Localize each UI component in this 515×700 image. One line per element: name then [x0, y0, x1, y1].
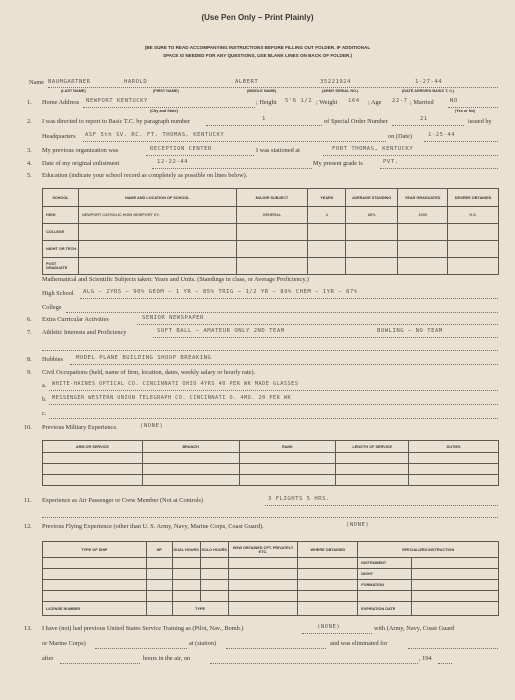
- q7-label: Athletic Interests and Proficiency: [42, 329, 127, 336]
- fly-header-how: HOW OBTAINED CPT. PRIVATELY ETC.: [228, 542, 298, 558]
- high-school-value: ALG – 2YRS – 90% GEOM – 1 YR – 85% TRIG – 1/2 YR – 89% CHEM – 1YR – 87%: [83, 289, 358, 295]
- q8-line: [70, 364, 498, 365]
- q2-hq-value: ASF 5th SV. RC. FT. THOMAS, KENTUCKY: [85, 132, 225, 138]
- fly-header-type: TYPE OF SHIP: [43, 542, 147, 558]
- q13-text-f: after: [42, 655, 54, 662]
- mil-header-duties: DUTIES: [409, 441, 499, 453]
- q9-c-line: [49, 418, 498, 419]
- q3-org-value: RECEPTION CENTER: [150, 146, 212, 152]
- q3-number: 3.: [27, 147, 32, 154]
- q1-height-value: 5'6 1/2: [285, 98, 313, 104]
- edu-degree-cell: [448, 258, 499, 275]
- edu-name-cell: [78, 258, 236, 275]
- edu-years-cell: [308, 258, 346, 275]
- edu-major-cell: GENERAL: [236, 207, 308, 224]
- q8-value: MODEL PLANE BUILDING SHOOP BREAKING: [76, 355, 212, 361]
- q6-value: SENIOR NEWSPAPER: [142, 315, 204, 321]
- education-header-row: [43, 189, 499, 207]
- q8-label: Hobbies: [42, 356, 63, 363]
- q13-station-line: [226, 648, 326, 649]
- q13-text-c: or Marine Corps): [42, 640, 86, 647]
- q7-value-b: BOWLING – NO TEAM: [377, 328, 443, 334]
- serial-caption: (ARMY SERIAL NO.): [322, 89, 359, 93]
- mil-header-arm: ARM OR SERVICE: [43, 441, 143, 453]
- q1-number: 1.: [27, 99, 32, 106]
- q13-after-line: [60, 663, 140, 664]
- q9-a-value: WHITE-HAINES OPTICAL CO. CINCINNATI OHIO 4YRS 40 PER WK MADE GLASSES: [52, 381, 299, 387]
- form-instructions-line-2: SPACE IS NEEDED FOR ANY QUESTIONS, USE BLANK LINES ON BACK OF FOLDER.): [162, 53, 353, 58]
- q9-a-line: [49, 390, 498, 391]
- q6-line: [137, 324, 498, 325]
- q9-b-line: [49, 404, 498, 405]
- table-row: [43, 475, 499, 486]
- q11-number: 11.: [24, 497, 32, 504]
- q13-text-g: hours in the air, on: [143, 655, 191, 662]
- q12-number: 12.: [24, 523, 32, 530]
- q13-value: (NONE): [317, 624, 341, 630]
- table-row: [43, 558, 499, 569]
- q1-married-caption: (Yes or No): [455, 109, 476, 113]
- q5-number: 5.: [27, 172, 32, 179]
- q2-date-line: [424, 141, 498, 142]
- q1-age-value: 22-7: [392, 98, 408, 104]
- q1-weight-value: 164: [348, 98, 360, 104]
- fly-spec-instrument: INSTRUMENT: [358, 558, 412, 569]
- edu-year-cell: [398, 241, 448, 258]
- q7-value-a: SOFT BALL – AMATEUR ONLY 2ND TEAM: [157, 328, 285, 334]
- edu-header-name: NAME AND LOCATION OF SCHOOL: [78, 189, 236, 207]
- fly-header-dual: DUAL HOURS: [172, 542, 200, 558]
- fly-spec-formation: FORMATION: [358, 580, 412, 591]
- table-row: [43, 241, 499, 258]
- mil-header-branch: BRANCH: [142, 441, 239, 453]
- q4-number: 4.: [27, 160, 32, 167]
- edu-name-cell: NEWPORT CATHOLIC HIGH NEWPORT KY.: [78, 207, 236, 224]
- q4-grade-line: [380, 168, 498, 169]
- first-name-caption: (FIRST NAME): [153, 89, 179, 93]
- q1-city-caption: (City and State): [150, 109, 178, 113]
- edu-average-cell: 88%: [346, 207, 398, 224]
- q7-line: [153, 337, 498, 338]
- q1-address-value: NEWPORT KENTUCKY: [86, 98, 148, 104]
- edu-header-year: YEAR GRADUATED: [398, 189, 448, 207]
- edu-degree-cell: [448, 224, 499, 241]
- q9-label: Civil Occupations (held, name of firm, location, dates, weekly salary or hourly rate).: [42, 369, 256, 376]
- q13-text-a: I have (not) had previous United States Service Training as (Pilot, Nav., Bomb.): [42, 625, 244, 632]
- edu-major-cell: [236, 224, 308, 241]
- q2-number: 2.: [27, 118, 32, 125]
- q13-corps-line: [95, 648, 187, 649]
- military-header-row: [43, 441, 499, 453]
- q12-label: Previous Flying Experience (other than U. S. Army, Navy, Marine Corps, Coast Guard).: [42, 523, 264, 530]
- table-row: [43, 569, 499, 580]
- edu-years-cell: 4: [308, 207, 346, 224]
- education-table: [42, 188, 499, 275]
- q3-org-line: [146, 155, 254, 156]
- q4-text-b: My present grade is: [313, 160, 363, 167]
- fly-type-label: TYPE: [172, 602, 228, 616]
- q13-on-line: [210, 663, 418, 664]
- mil-header-length: LENGTH OF SERVICE: [336, 441, 409, 453]
- q1-married-line: [448, 107, 498, 108]
- q2-paragraph-line: [206, 125, 322, 126]
- q1-height-label: ; Height: [256, 99, 277, 106]
- middle-name-caption: (MIDDLE NAME): [247, 89, 277, 93]
- edu-average-cell: [346, 241, 398, 258]
- edu-years-cell: [308, 224, 346, 241]
- edu-name-cell: [78, 241, 236, 258]
- q2-date-label: on (Date): [388, 133, 412, 140]
- q7-number: 7.: [27, 329, 32, 336]
- high-school-line: [80, 298, 498, 299]
- q4-date-line: [152, 168, 312, 169]
- flying-header-row: [43, 542, 499, 558]
- table-row: [43, 224, 499, 241]
- edu-header-major: MAJOR SUBJECT: [236, 189, 308, 207]
- q3-station-line: [323, 155, 498, 156]
- q3-station-value: FORT THOMAS, KENTUCKY: [332, 146, 414, 152]
- edu-years-cell: [308, 241, 346, 258]
- q8-number: 8.: [27, 356, 32, 363]
- q1-married-label: ; Married: [410, 99, 434, 106]
- arrival-date-value: 1-27-44: [415, 79, 443, 85]
- q13-year-line: [438, 663, 452, 664]
- military-table: [42, 440, 499, 486]
- fly-header-solo: SOLO HOURS: [200, 542, 228, 558]
- mil-header-rank: RANK: [239, 441, 336, 453]
- q9-c-label: c.: [42, 410, 47, 417]
- fly-spec-blank: [358, 591, 412, 602]
- q9-number: 9.: [27, 369, 32, 376]
- edu-degree-cell: [448, 241, 499, 258]
- q3-text-a: My previous organization was: [42, 147, 119, 154]
- q11-line-2: [42, 517, 498, 518]
- fly-header-specialized: SPECIALIZED INSTRUCTION: [358, 542, 499, 558]
- q6-number: 6.: [27, 316, 32, 323]
- q1-age-label: ; Age: [368, 99, 382, 106]
- q9-b-label: b.: [42, 396, 47, 403]
- edu-name-cell: [78, 224, 236, 241]
- edu-school-cell: COLLEGE: [43, 224, 79, 241]
- math-text: Mathematical and Scientific Subjects taken: Years and Units. (Standings in class, or Average Proficiency.): [42, 276, 309, 283]
- edu-year-cell: 1939: [398, 207, 448, 224]
- q4-date-value: 12-22-44: [157, 159, 188, 165]
- q7-line-2: [42, 350, 498, 351]
- q10-number: 10.: [24, 424, 32, 431]
- q2-date-value: 1-25-44: [428, 132, 456, 138]
- edu-major-cell: [236, 241, 308, 258]
- serial-value: 35221924: [320, 79, 351, 85]
- q11-value: 3 FLIGHTS 5 HRS.: [268, 496, 330, 502]
- college-label: College: [42, 304, 62, 311]
- q2-paragraph-value: 1: [262, 116, 266, 122]
- edu-degree-cell: H.S.: [448, 207, 499, 224]
- edu-year-cell: [398, 258, 448, 275]
- edu-header-years: YEARS: [308, 189, 346, 207]
- edu-header-average: AVERAGE STANDING: [346, 189, 398, 207]
- edu-year-cell: [398, 224, 448, 241]
- fly-header-where: WHERE OBTAINED: [298, 542, 358, 558]
- first-name-value: HAROLD: [124, 79, 148, 85]
- q9-b-value: MESSENGER WESTERN UNION TELEGRAPH CO. CINCINNATI O. 4MO. 20 PER WK: [52, 395, 292, 401]
- arrival-date-caption: (DATE ARRIVED BASIC T. C.): [402, 89, 455, 93]
- edu-major-cell: [236, 258, 308, 275]
- q13-text-e: and was eliminated for: [330, 640, 388, 647]
- q11-label: Experience as Air Passenger or Crew Member (Not at Controls): [42, 497, 204, 504]
- high-school-label: High School: [42, 290, 74, 297]
- q13-value-line: [302, 633, 372, 634]
- q2-order-line: [392, 125, 464, 126]
- fly-expiration-label: EXPIRATION DATE: [358, 602, 412, 616]
- name-line: [48, 87, 498, 88]
- q13-text-h: , 194: [419, 655, 432, 662]
- q1-address-line: [83, 107, 255, 108]
- q12-value: (NONE): [346, 522, 370, 528]
- q11-line: [265, 505, 498, 506]
- q13-eliminated-line: [408, 648, 498, 649]
- fly-spec-night: NIGHT: [358, 569, 412, 580]
- q10-label: Previous Military Experience.: [42, 424, 118, 431]
- edu-average-cell: [346, 224, 398, 241]
- middle-name-value: ALBERT: [235, 79, 259, 85]
- q1-address-label: Home Address: [42, 99, 80, 106]
- q3-text-b: I was stationed at: [256, 147, 300, 154]
- edu-average-cell: [346, 258, 398, 275]
- table-row: [43, 207, 499, 224]
- table-row: [43, 464, 499, 475]
- q2-text-c: issued by: [468, 118, 492, 125]
- flying-table: [42, 541, 499, 616]
- q13-number: 13.: [24, 625, 32, 632]
- q4-text-a: Date of my original enlistment: [42, 160, 120, 167]
- fly-header-hp: HP: [146, 542, 172, 558]
- q6-label: Extra Curricular Activities: [42, 316, 109, 323]
- last-name-value: BAUMGARTNER: [48, 79, 91, 85]
- edu-school-cell: POST GRADUATE: [43, 258, 79, 275]
- q1-married-value: NO: [450, 98, 458, 104]
- q13-text-b: with (Army, Navy, Coast Guard: [374, 625, 455, 632]
- q4-grade-value: PVT.: [383, 159, 399, 165]
- table-row: [43, 591, 499, 602]
- q10-value: (NONE): [140, 423, 164, 429]
- q2-hq-label: Headquarters: [42, 133, 76, 140]
- form-instructions-line-1: (BE SURE TO READ ACCOMPANYING INSTRUCTIONS BEFORE FILLING OUT FOLDER. IF ADDITIONAL: [144, 45, 371, 50]
- edu-school-cell: HIGH: [43, 207, 79, 224]
- table-row: [43, 258, 499, 275]
- name-label: Name: [29, 79, 45, 86]
- q2-hq-line: [83, 141, 386, 142]
- edu-school-cell: NIGHT OR TECH.: [43, 241, 79, 258]
- table-row: [43, 453, 499, 464]
- license-row: [43, 602, 499, 616]
- q2-text-b: of Special Order Number: [324, 118, 388, 125]
- q1-weight-label: ; Weight: [316, 99, 338, 106]
- edu-header-school: SCHOOL: [43, 189, 79, 207]
- q9-a-label: a.: [42, 382, 47, 389]
- q2-order-value: 21: [420, 116, 428, 122]
- fly-license-label: LICENSE NUMBER: [43, 602, 147, 616]
- last-name-caption: (LAST NAME): [61, 89, 86, 93]
- q5-text: Education (indicate your school record as completely as possible on lines below).: [42, 172, 248, 179]
- edu-header-degree: DEGREE OBTAINED: [448, 189, 499, 207]
- q2-text-a: I was directed to report to Basic T.C. by paragraph number: [42, 118, 191, 125]
- q13-text-d: at (station): [189, 640, 217, 647]
- form-title: (Use Pen Only – Print Plainly): [201, 13, 314, 22]
- college-line: [66, 312, 498, 313]
- table-row: [43, 580, 499, 591]
